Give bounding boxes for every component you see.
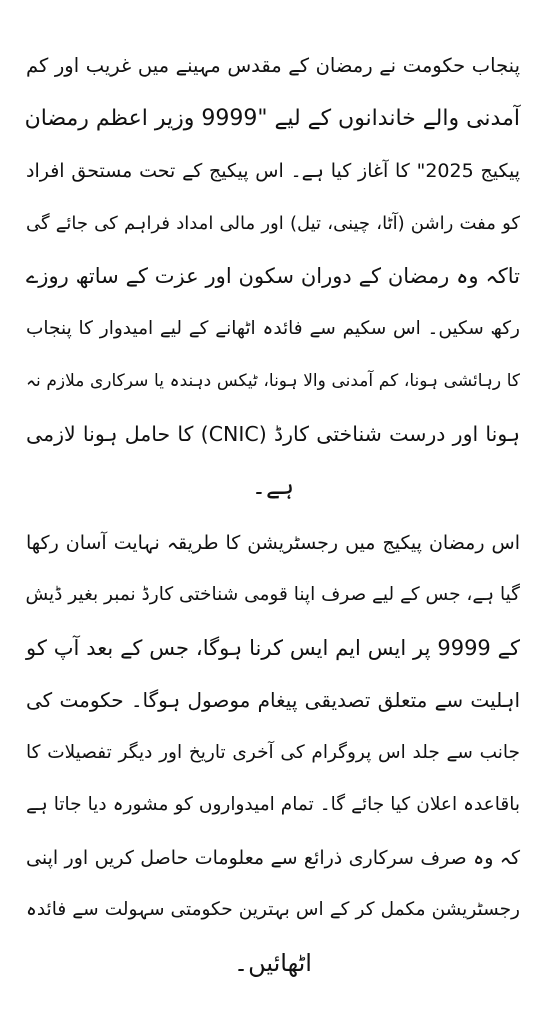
text-line: اس رمضان پیکیج میں رجسٹریشن کا طریقہ نہایت آسان رکھا [26,531,520,554]
text-line: گیا ہے، جس کے لیے صرف اپنا قومی شناختی کارڈ نمبر بغیر ڈیش [25,584,520,605]
paragraph-registration [26,517,520,990]
text-line: پیکیج 2025" کا آغاز کیا ہے۔ اس پیکیج کے تحت مستحق افراد [26,160,520,182]
text-line: اٹھائیں۔ [234,948,312,977]
text-line: کہ وہ صرف سرکاری ذرائع سے معلومات حاصل کریں اور اپنی [26,846,520,869]
text-line: رجسٹریشن مکمل کر کے اس بہترین حکومتی سہولت سے فائدہ [26,899,520,920]
text-line: ہے۔ [251,472,295,500]
text-line: آمدنی والے خاندانوں کے لیے "9999 وزیر اعظم رمضان [24,105,520,131]
text-line: کو مفت راشن (آٹا، چینی، تیل) اور مالی امداد فراہم کی جائے گی [26,212,520,234]
text-line: باقاعدہ اعلان کیا جائے گا۔ تمام امیدواروں کو مشورہ دیا جاتا ہے [26,794,520,815]
text-line: پنجاب حکومت نے رمضان کے مقدس مہینے میں غریب اور کم [26,54,520,77]
text-line: اہلیت سے متعلق تصدیقی پیغام موصول ہوگا۔ حکومت کی [26,688,520,712]
text-line: کے 9999 پر ایس ایم ایس کرنا ہوگا، جس کے بعد آپ کو [26,635,520,660]
article-body [26,40,520,989]
paragraph-eligibility [26,40,520,513]
text-line: ہونا اور درست شناختی کارڈ (CNIC) کا حامل ہونا لازمی [26,421,520,446]
text-line: کا رہائشی ہونا، کم آمدنی والا ہونا، ٹیکس دہندہ یا سرکاری ملازم نہ [26,371,520,391]
text-line: جانب سے جلد اس پروگرام کی آخری تاریخ اور دیگر تفصیلات کا [26,741,520,763]
text-line: تاکہ وہ رمضان کے دوران سکون اور عزت کے ساتھ روزے [26,264,520,288]
text-line: رکھ سکیں۔ اس سکیم سے فائدہ اٹھانے کے لیے امیدوار کا پنجاب [26,317,520,339]
